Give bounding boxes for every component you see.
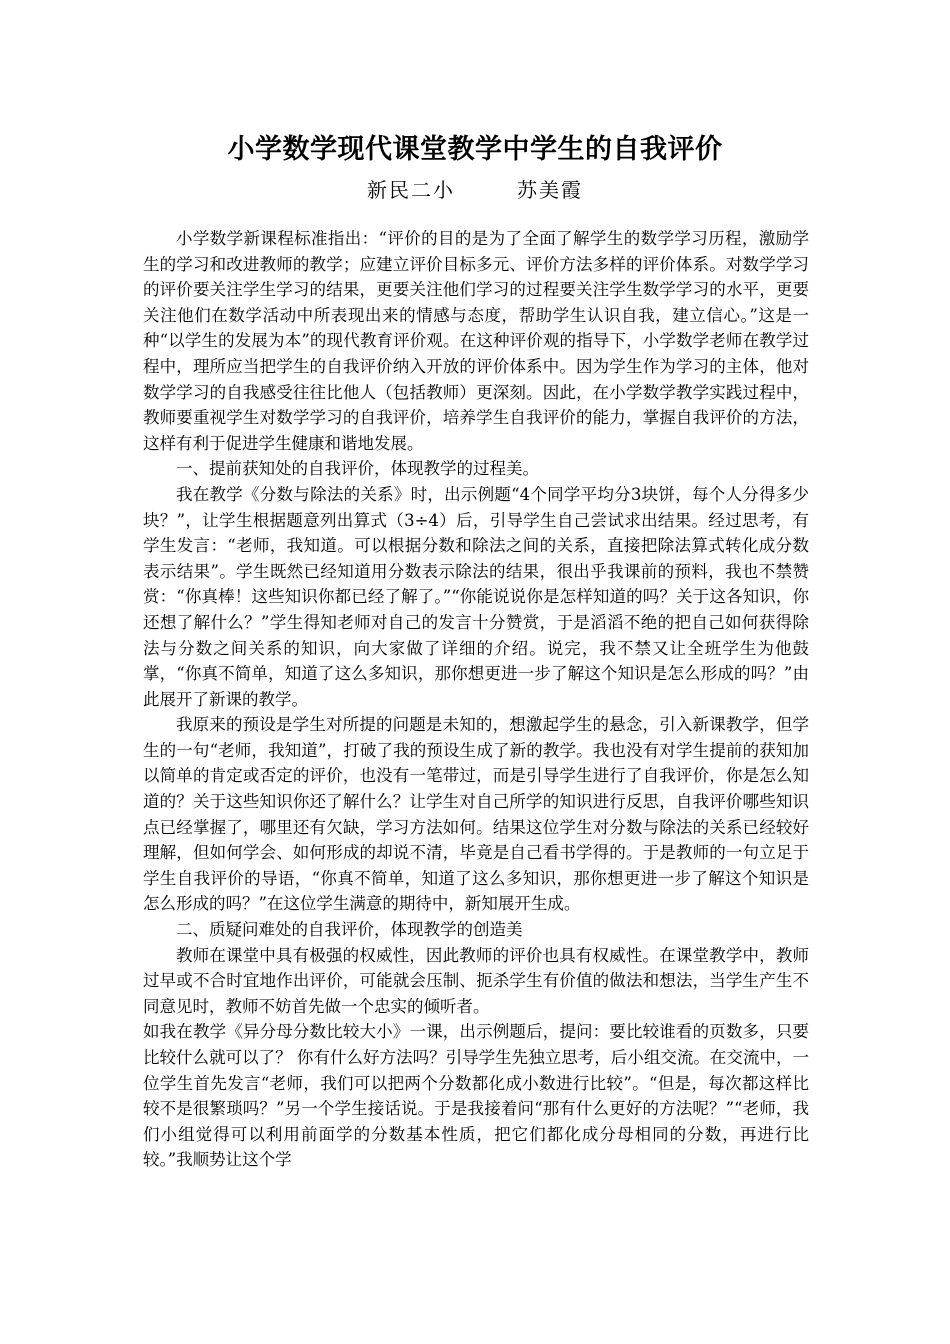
document-title: 小学数学现代课堂教学中学生的自我评价 <box>227 134 723 165</box>
section-heading-2: 二、质疑问难处的自我评价，体现教学的创造美 <box>176 920 523 940</box>
author-name: 苏美霞 <box>517 178 583 202</box>
paragraph-authority: 教师在课堂中具有极强的权威性，因此教师的评价也具有权威性。在课堂教学中，教师过早或不合时宜地作出评价，可能就会压制、扼杀学生有价值的做法和想法，当学生产生不同意见时，教师不妨首先做一个忠实的倾听者。 <box>143 945 809 1016</box>
paragraph-reflection-1: 我原来的预设是学生对所提的问题是未知的，想激起学生的悬念，引入新课教学，但学生的一句“老师，我知道”，打破了我的预设生成了新的教学。我也没有对学生提前的获知加以简单的肯定或否定的评价，也没有一笔带过，而是引导学生进行了自我评价，你是怎么知道的？关于这些知识你还了解什么？让学生对自己所学的知识进行反思，自我评价哪些知识点已经掌握了，哪里还有欠缺，学习方法如何。结果这位学生对分数与除法的关系已经较好理解，但如何学会、如何形成的却说不清，毕竟是自己看书学得的。于是教师的一句立足于学生自我评价的导语，“你真不简单，知道了这么多知识，那你想更进一步了解这个知识是怎么形成的吗？”在这位学生满意的期待中，新知展开生成。 <box>143 715 809 914</box>
school-name: 新民二小 <box>367 178 455 202</box>
paragraph-example-1: 我在教学《分数与除法的关系》时，出示例题“4个同学平均分3块饼，每个人分得多少块？”，让学生根据题意列出算式（3÷4）后，引导学生自己尝试求出结果。经过思考，有学生发言：“老师，我知道。可以根据分数和除法之间的关系，直接把除法算式转化成分数表示结果”。学生既然已经知道用分数表示除法的结果，很出乎我课前的预料，我也不禁赞赏：“你真棒！这些知识你都已经了解了。”“你能说说你是怎样知道的吗？关于这各知识，你还想了解什么？”学生得知老师对自己的发言十分赞赏，于是滔滔不绝的把自己如何获得除法与分数之间关系的知识，向大家做了详细的介绍。说完，我不禁又让全班学生为他鼓掌，“你真不简单，知道了这么多知识，那你想更进一步了解这个知识是怎么形成的吗？”由此展开了新课的教学。 <box>143 484 809 709</box>
document-body <box>143 226 809 1173</box>
byline <box>0 176 950 204</box>
paragraph-intro: 小学数学新课程标准指出：“评价的目的是为了全面了解学生的数学学习历程，激励学生的学习和改进教师的教学；应建立评价目标多元、评价方法多样的评价体系。对数学学习的评价要关注学生学习的结果，更要关注他们学习的过程要关注学生数学学习的水平，更要关注他们在数学活动中所表现出来的情感与态度，帮助学生认识自我，建立信心。”这是一种“以学生的发展为本”的现代教育评价观。在这种评价观的指导下，小学数学老师在教学过程中，理所应当把学生的自我评价纳入开放的评价体系中。因为学生作为学习的主体，他对数学学习的自我感受往往比他人（包括教师）更深刻。因此，在小学数学教学实践过程中，教师要重视学生对数学学习的自我评价，培养学生自我评价的能力，掌握自我评价的方法，这样有利于促进学生健康和谐地发展。 <box>143 229 809 453</box>
section-heading-1: 一、提前获知处的自我评价，体现教学的过程美。 <box>176 459 539 479</box>
paragraph-example-2: 如我在教学《异分母分数比较大小》一课，出示例题后，提问：要比较谁看的页数多，只要比较什么就可以了？ 你有什么好方法吗？引导学生先独立思考，后小组交流。在交流中，一位学生首先发言“老师，我们可以把两个分数都化成小数进行比较”。“但是，每次都这样比较不是很繁琐吗？”另一个学生接话说。于是我接着问“那有什么更好的方法呢？”“老师，我们小组觉得可以利用前面学的分数基本性质，把它们都化成分母相同的分数，再进行比较。”我顺势让这个学 <box>143 1022 809 1170</box>
